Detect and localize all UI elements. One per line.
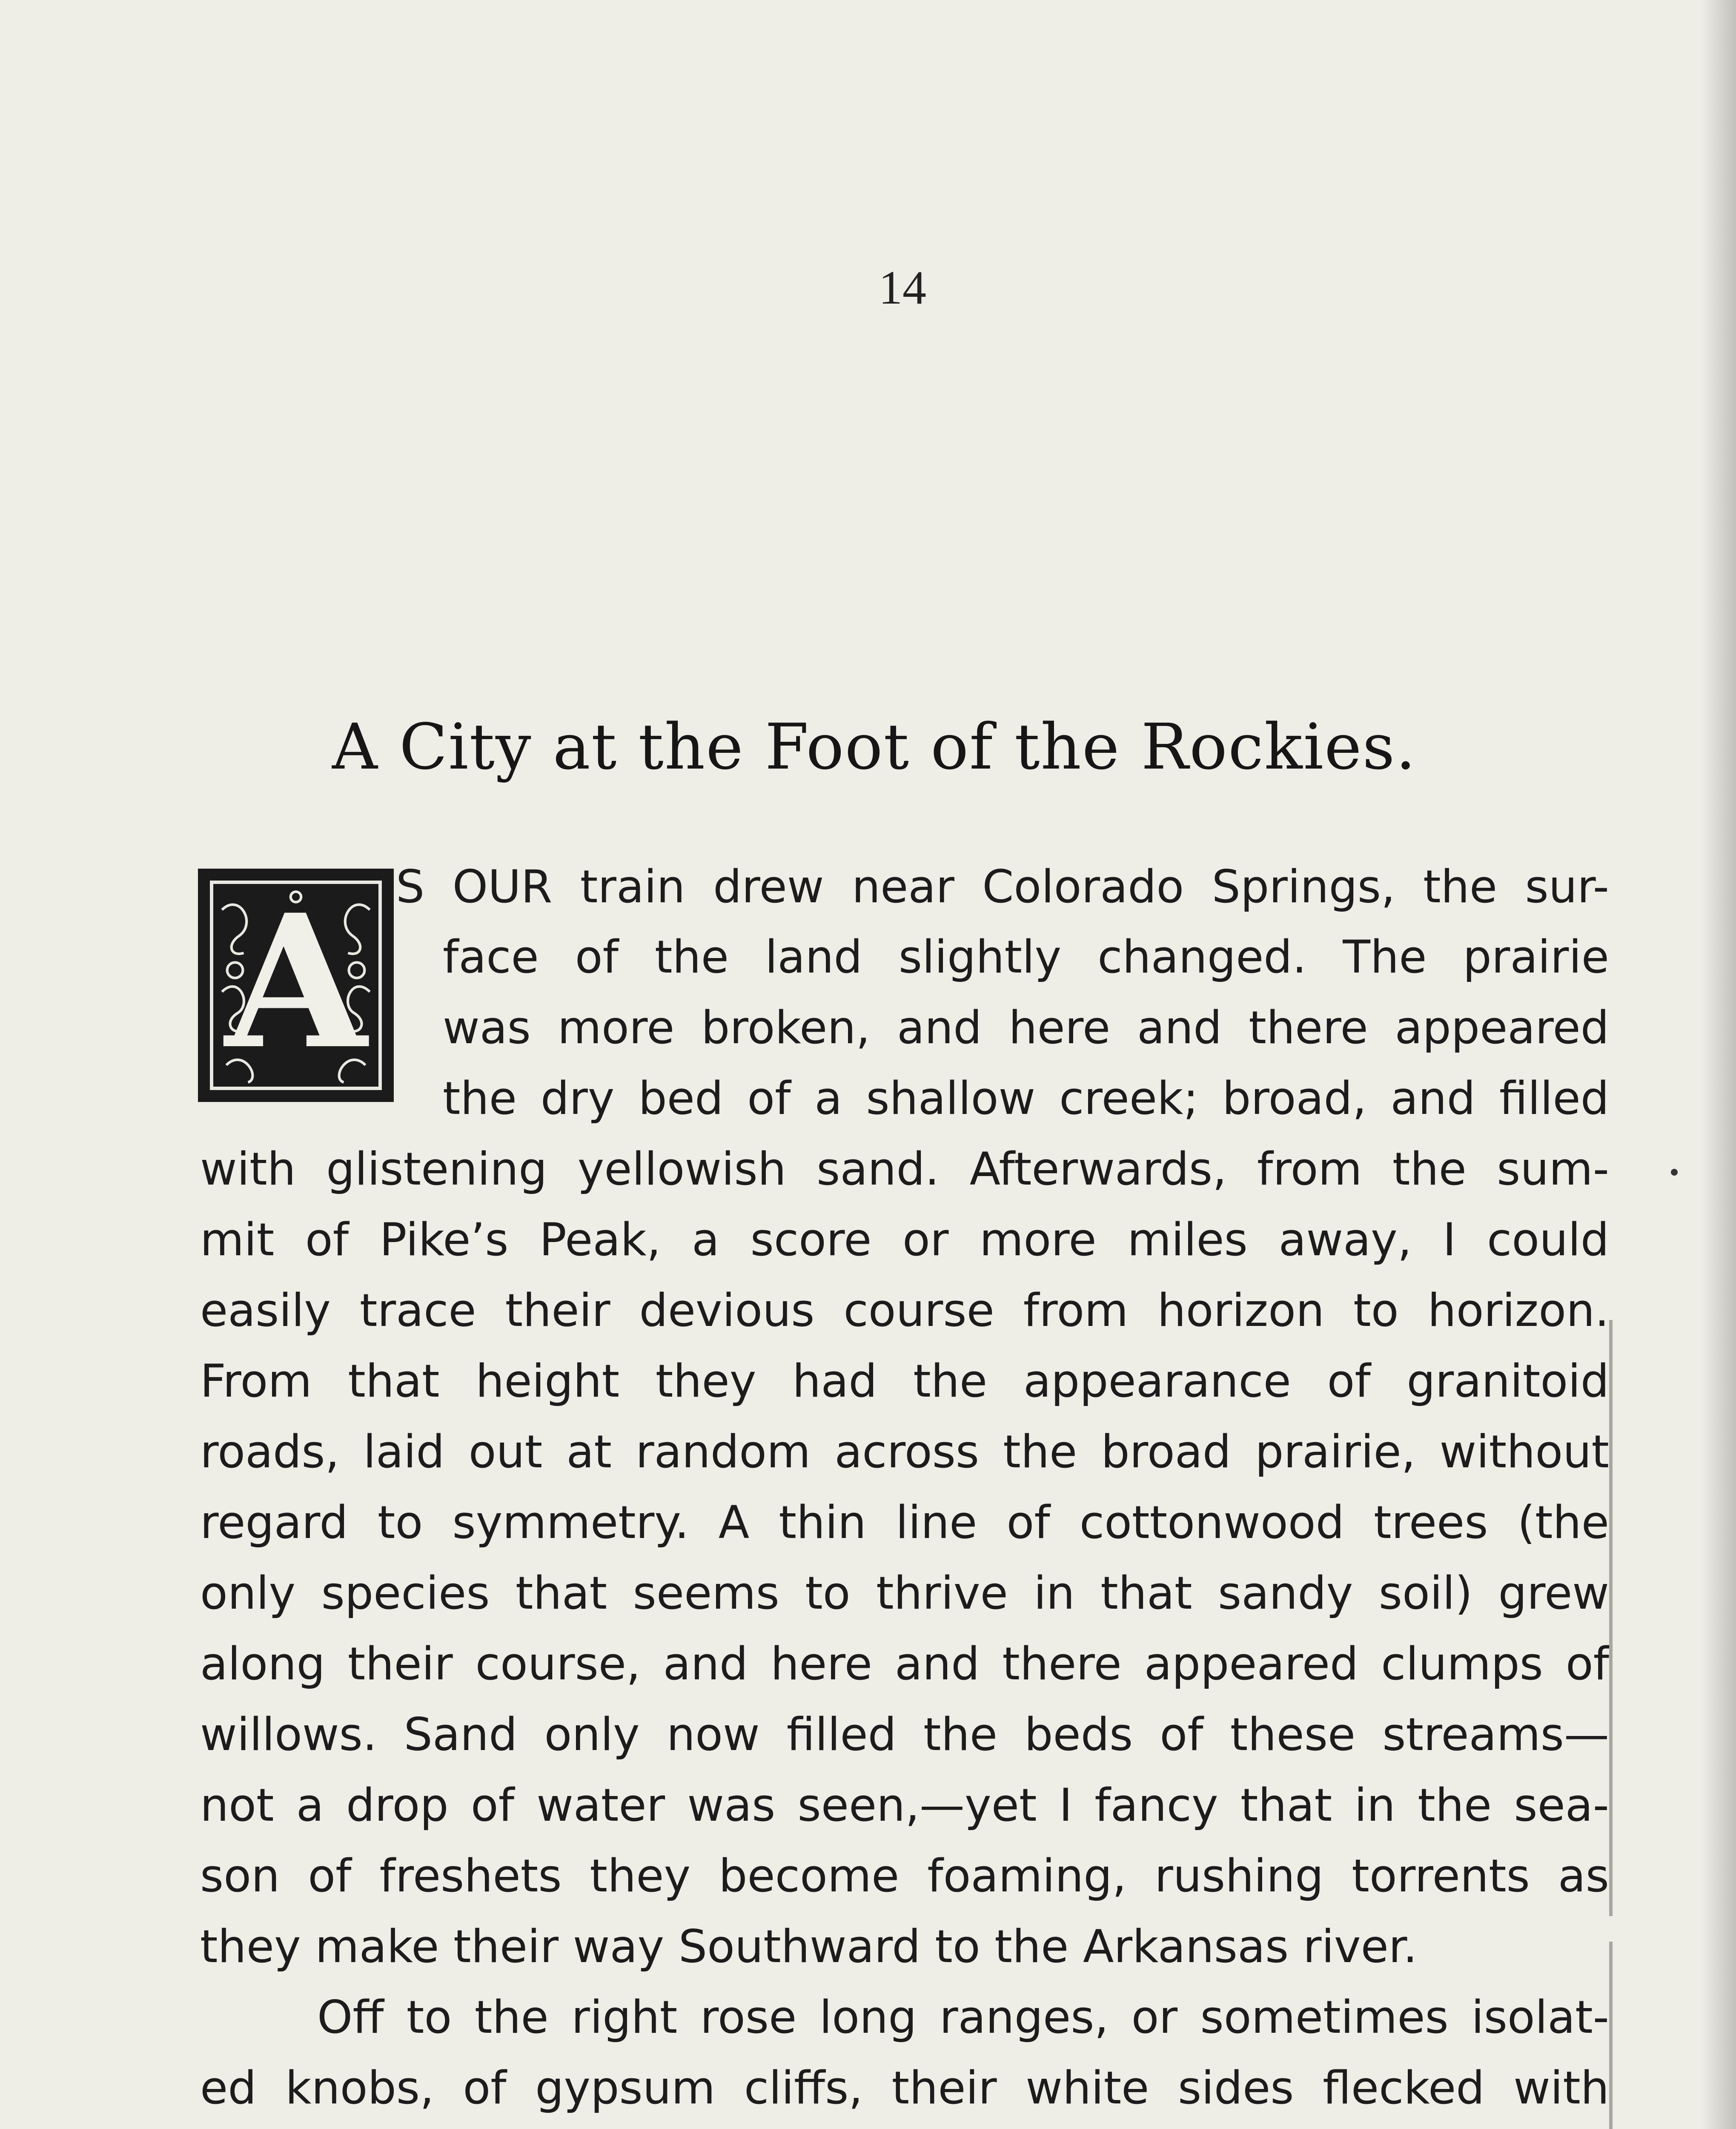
- text-line: was more broken, and here and there appeared: [443, 1001, 1609, 1054]
- chapter-title: A City at the Foot of the Rockies.: [332, 710, 1417, 783]
- margin-ink-line: [1609, 1320, 1613, 1916]
- text-line: the dry bed of a shallow creek; broad, and filled: [443, 1072, 1609, 1125]
- text-line: Off to the right rose long ranges, or sometimes isolat-: [317, 1991, 1609, 2043]
- text-line: face of the land slightly changed. The prairie: [443, 931, 1609, 983]
- text-line: ed knobs, of gypsum cliffs, their white sides flecked with: [200, 2062, 1609, 2114]
- text-line: with glistening yellowish sand. Afterwards, from the sum-: [200, 1143, 1609, 1195]
- ornamental-drop-cap: [198, 869, 394, 1102]
- text-line: son of freshets they become foaming, rushing torrents as: [200, 1850, 1609, 1902]
- text-line: mit of Pike’s Peak, a score or more miles away, I could: [200, 1214, 1609, 1266]
- text-line: willows. Sand only now filled the beds of these streams—: [200, 1708, 1609, 1761]
- text-line: along their course, and here and there appeared clumps of: [200, 1638, 1609, 1690]
- margin-dot: [1671, 1169, 1678, 1176]
- text-line: not a drop of water was seen,—yet I fancy that in the sea-: [200, 1779, 1609, 1831]
- drop-cap-letter: A: [225, 881, 367, 1090]
- margin-ink-line: [1609, 1942, 1613, 2129]
- text-line: regard to symmetry. A thin line of cottonwood trees (the: [200, 1496, 1609, 1549]
- text-line: From that height they had the appearance of granitoid: [200, 1355, 1609, 1407]
- page-number: 14: [879, 261, 926, 314]
- text-line: roads, laid out at random across the broad prairie, without: [200, 1426, 1609, 1478]
- text-line: only species that seems to thrive in that sandy soil) grew: [200, 1567, 1609, 1619]
- text-line: S OUR train drew near Colorado Springs, the sur-: [396, 861, 1609, 913]
- text-line: easily trace their devious course from horizon to horizon.: [200, 1284, 1609, 1337]
- drop-cap-frame: [210, 881, 382, 1090]
- text-line: they make their way Southward to the Arkansas river.: [200, 1920, 1418, 1973]
- page-edge-shadow: [1702, 0, 1736, 2129]
